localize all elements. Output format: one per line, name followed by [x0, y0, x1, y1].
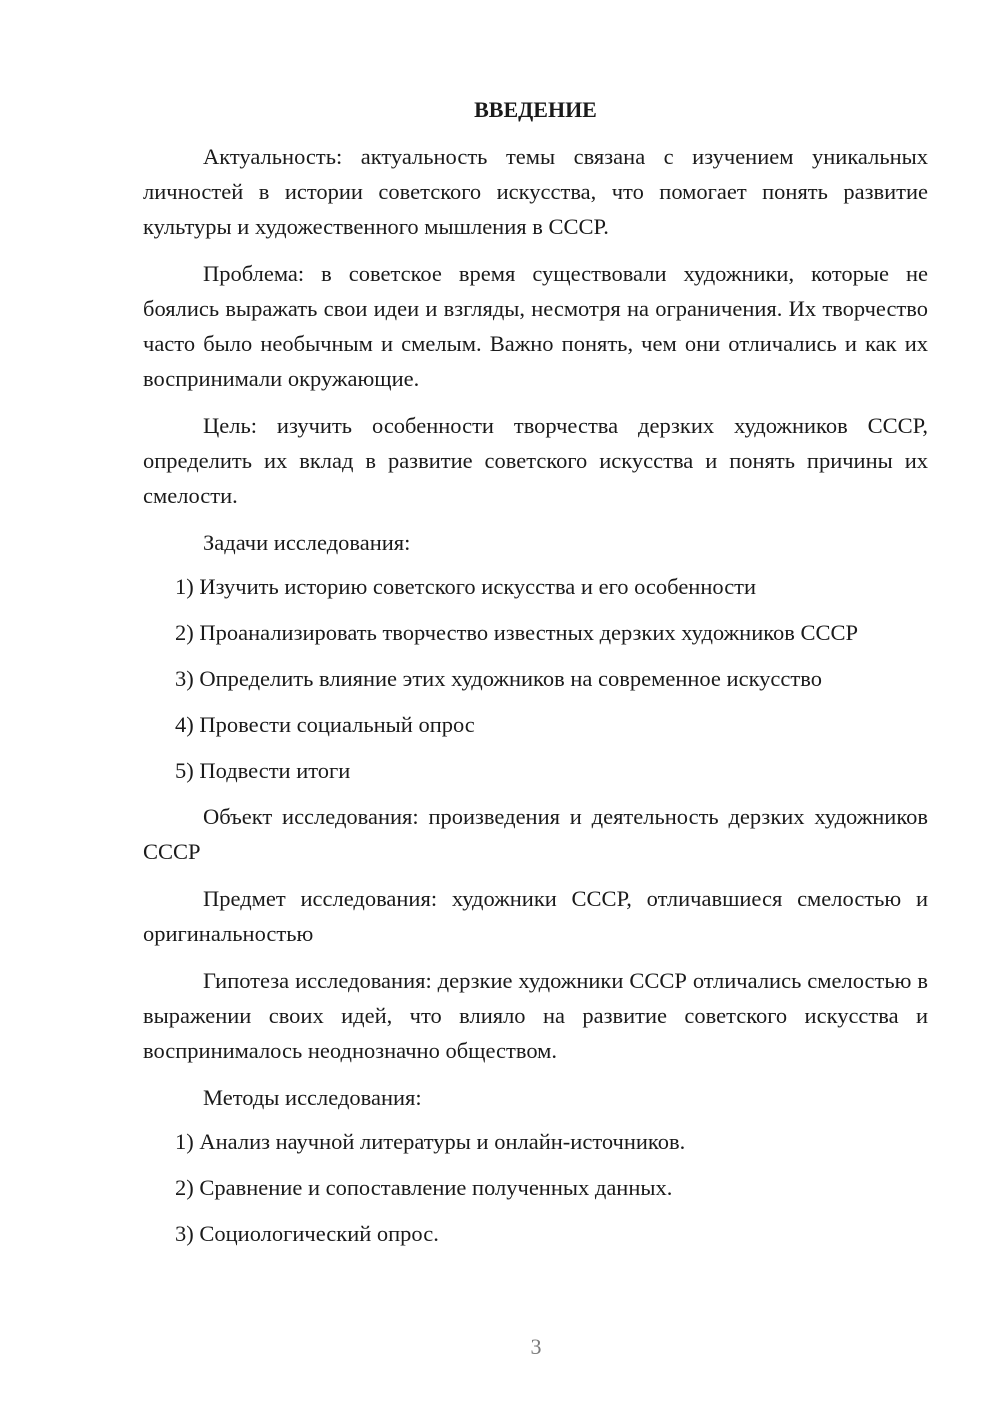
task-item: 4) Провести социальный опрос: [175, 712, 475, 737]
document-page: [143, 95, 928, 1262]
task-item: 2) Проанализировать творчество известных дерзких художников СССР: [175, 620, 859, 645]
methods-heading: Методы исследования:: [203, 1085, 422, 1110]
hypothesis-paragraph: Гипотеза исследования: дерзкие художники СССР отличались смелостью в выражении своих идей, что влияло на развитие советского искусства и воспринималось неоднозначно обществом.: [143, 968, 928, 1063]
method-item: 2) Сравнение и сопоставление полученных данных.: [175, 1175, 673, 1200]
tasks-heading: Задачи исследования:: [203, 530, 411, 555]
task-item: 5) Подвести итоги: [175, 758, 351, 783]
relevance-paragraph: Актуальность: актуальность темы связана с изучением уникальных личностей в истории советского искусства, что помогает понять развитие культуры и художественного мышления в СССР.: [143, 144, 928, 239]
method-item: 3) Социологический опрос.: [175, 1221, 439, 1246]
problem-paragraph: Проблема: в советское время существовали художники, которые не боялись выражать свои идеи и взгляды, несмотря на ограничения. Их творчество часто было необычным и смелым. Важно понять, чем они отличались и как их воспринимали окружающие.: [143, 261, 928, 391]
task-item: 3) Определить влияние этих художников на современное искусство: [175, 666, 822, 691]
object-paragraph: Объект исследования: произведения и деятельность дерзких художников СССР: [143, 804, 928, 864]
page-number: 3: [530, 1334, 542, 1359]
goal-paragraph: Цель: изучить особенности творчества дерзких художников СССР, определить их вклад в развитие советского искусства и понять причины их смелости.: [143, 413, 928, 508]
page-title: ВВЕДЕНИЕ: [474, 97, 597, 122]
method-item: 1) Анализ научной литературы и онлайн-источников.: [175, 1129, 686, 1154]
subject-paragraph: Предмет исследования: художники СССР, отличавшиеся смелостью и оригинальностью: [143, 886, 928, 946]
task-item: 1) Изучить историю советского искусства и его особенности: [175, 574, 757, 599]
